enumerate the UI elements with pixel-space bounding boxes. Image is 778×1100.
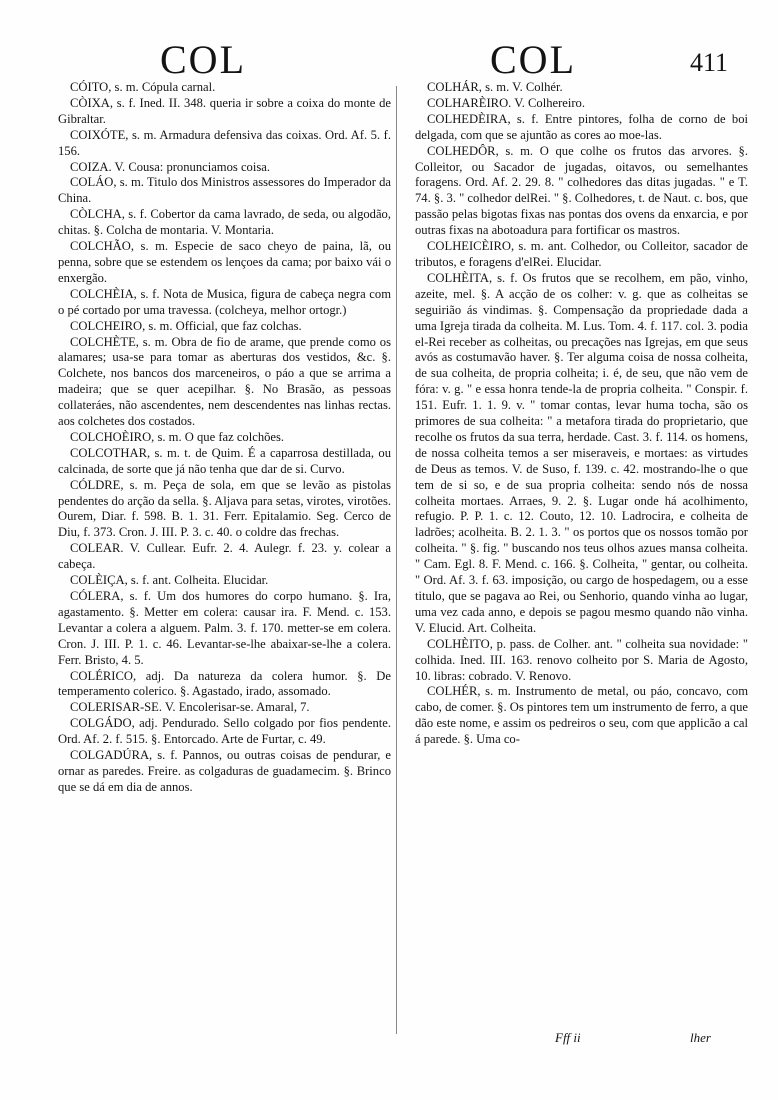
entry: COLHÈITO, p. pass. de Colher. ant. " colheita sua novidade: " colhida. Ined. III. 163. renovo colheito por S. Maria de Agosto, 10. libras: cobrado. V. Renovo.	[415, 636, 748, 683]
catchword: lher	[690, 1030, 711, 1045]
entry: COLEAR. V. Cullear. Eufr. 2. 4. Aulegr. f. 23. y. colear a cabeça.	[58, 541, 391, 572]
entry: COLHEDÈIRA, s. f. Entre pintores, folha de corno de boi delgada, com que se ajuntão as cores ao moe-las.	[415, 111, 748, 142]
entry: COLÉRICO, adj. Da natureza da colera humor. §. De temperamento colerico. §. Agastado, irado, assomado.	[58, 668, 391, 699]
column-divider	[396, 86, 397, 1034]
page-number: 411	[690, 48, 729, 77]
entry: CÒIXA, s. f. Ined. II. 348. queria ir sobre a coixa do monte de Gibraltar.	[58, 95, 391, 126]
entry: CÓLERA, s. f. Um dos humores do corpo humano. §. Ira, agastamento. §. Metter em colera: causar ira. F. Mend. c. 153. Levantar a colera a alguem. Palm. 3. f. 170. metter-se em colera. Cron. J. III. P. 1. c. 46. Levantar-se-lhe abaixar-se-lhe a colera. Ferr. Bristo, 4. 5.	[58, 589, 391, 667]
entry: COIXÓTE, s. m. Armadura defensiva das coixas. Ord. Af. 5. f. 156.	[58, 127, 391, 158]
running-head-right: COL	[490, 37, 576, 82]
signature-mark: Fff ii	[555, 1030, 581, 1045]
entry: CÓITO, s. m. Cópula carnal.	[70, 80, 216, 94]
entry: COLCOTHAR, s. m. t. de Quim. É a caparrosa destillada, ou calcinada, de sorte que já não tenha que dar de si. Curvo.	[58, 445, 391, 476]
entry: COLCHÈTE, s. m. Obra de fio de arame, que prende como os alamares; usa-se para tomar as aberturas dos vestidos, &c. §. Colchete, nos bancos dos marceneiros, o páo a que se arrima a madeira; que se quer acepilhar. §. No Brasão, as pessoas collateráes, não ascendentes, nem descendentes nas linhas rectas. aos colchetes dos costados.	[58, 334, 391, 429]
entry: COLÈIÇA, s. f. ant. Colheita. Elucidar.	[70, 573, 269, 588]
entry: COLHEICÈIRO, s. m. ant. Colhedor, ou Colleitor, sacador de tributos, e foragens d'elRei. Elucidar.	[415, 239, 748, 269]
entry: COLCHEIRO, s. m. Official, que faz colchas.	[70, 318, 302, 333]
entry: COLHÈITA, s. f. Os frutos que se recolhem, em pão, vinho, azeite, mel. §. A acção de os colher: v. g. que as colheitas se seguirião ás vindimas. §. Compensação da propriedade dada a uma Igreja tirada da colheita. M. Lus. Tom. 4. f. 117. col. 3. podia el-Rei receber as colheitas, ou precações nas Igrejas, em que seus avós as costumavão haver. §. Ter alguma coisa de nossa colheita, de sua colheita, de propria colheita; i. é, de seu, que não vem de fóra: v. g. " e essa honra tende-la de propria colheita. " Conspir. f. 151. Eufr. 1. 1. 9. v. " tomar contas, levar huma tocha, são os primores de sua colheita: " a metafora tirada do proprietario, que recolhe os frutos da sua terra, herdade. Cast. 3. f. 114. os homens, de nossa colheita temos a ser miseraveis, e mortaes: as virtudes de Deus as temos. V. de Suso, f. 139. c. 42. mostrando-lhe o que tem de si so, e de sua propria colheita: sendo nós de nossa colheita mortaes. Arraes, 9. 2. §. Lugar onde há acolhimento, refugio. P. P. 1. c. 12. Couto, 12. 10. Ladrocira, e colheita de ladrões; acolheita. B. 2. 1. 3. " os portos que os nossos tomão por colheita. " §. fig. " buscando nos teus olhos azues mansa colheita. " Cam. Egl. 8. F. Mend. c. 166. §. Colheita, " gentar, ou colheita. " Ord. Af. 3. f. 63. imposição, ou cargo de hospedagem, ou a esse titulo, que se pagava ao Rei, ou Senhorio, quando vinha ao lugar, uma vez cada anno, e depois se pagou mesmo quando não vinha. V. Elucid. Art. Colheita.	[415, 270, 748, 635]
entry: COLHARÈIRO. V. Colhereiro.	[427, 95, 585, 110]
entry: COLCHOÈIRO, s. m. O que faz colchões.	[70, 429, 285, 444]
entry: COLHEDÔR, s. m. O que colhe os frutos das arvores. §. Colleitor, ou Sacador de jugadas, oitavos, ou semelhantes foragens. Ord. Af. 2. 29. 8. " colhedores das ditas jugadas. " e T. 74. §. 3. " colhedor delRei. " §. Colhedores, t. de Naut. c. bos, que passão pelas bigotas fixas nas pontas dos ovens da enxarcia, e por outras fixas na abotoadura para fortificar os mastros.	[415, 143, 748, 238]
left-column	[58, 80, 391, 796]
right-column	[415, 80, 748, 748]
entry: COLCHÈIA, s. f. Nota de Musica, figura de cabeça negra com o pé cortado por uma travessa. (colcheya, melhor ortogr.)	[58, 286, 391, 317]
entry: COLHÁR, s. m. V. Colhér.	[427, 80, 563, 94]
entry: COIZA. V. Cousa: pronunciamos coisa.	[70, 159, 270, 174]
entry: COLGÁDO, adj. Pendurado. Sello colgado por fios pendente. Ord. Af. 2. f. 515. §. Entorcado. Arte de Furtar, c. 49.	[58, 716, 391, 747]
entry: COLERISAR-SE. V. Encolerisar-se. Amaral, 7.	[70, 700, 310, 715]
running-head-left: COL	[160, 37, 246, 82]
entry: COLCHÃO, s. m. Especie de saco cheyo de paina, lã, ou penna, sobre que se estendem os lençoes da cama; por baixo vái o enxergão.	[58, 239, 391, 285]
entry: COLÁO, s. m. Titulo dos Ministros assessores do Imperador da China.	[58, 175, 391, 206]
entry: CÓLDRE, s. m. Peça de sola, em que se levão as pistolas pendentes do arção da sella. §. Aljava para setas, virotes, virotões. Ourem, Diar. f. 598. B. 1. 31. Ferr. Epitalamio. Seg. Cerco de Diu, f. 373. Cron. J. III. P. 3. c. 40. o coldre das frechas.	[58, 477, 391, 540]
entry: CÒLCHA, s. f. Cobertor da cama lavrado, de seda, ou algodão, chitas. §. Colcha de montaria. V. Montaria.	[58, 207, 391, 238]
entry: COLGADÚRA, s. f. Pannos, ou outras coisas de pendurar, e ornar as paredes. Freire. as colgaduras de guadamecim. §. Brinco que se dá em dia de annos.	[58, 748, 391, 794]
entry: COLHÉR, s. m. Instrumento de metal, ou páo, concavo, com cabo, de comer. §. Os pintores tem um instrumento de ferro, a que dão este nome, e assim os pedreiros o seu, com que applicão a cal á parede. §. Uma co-	[415, 684, 748, 747]
